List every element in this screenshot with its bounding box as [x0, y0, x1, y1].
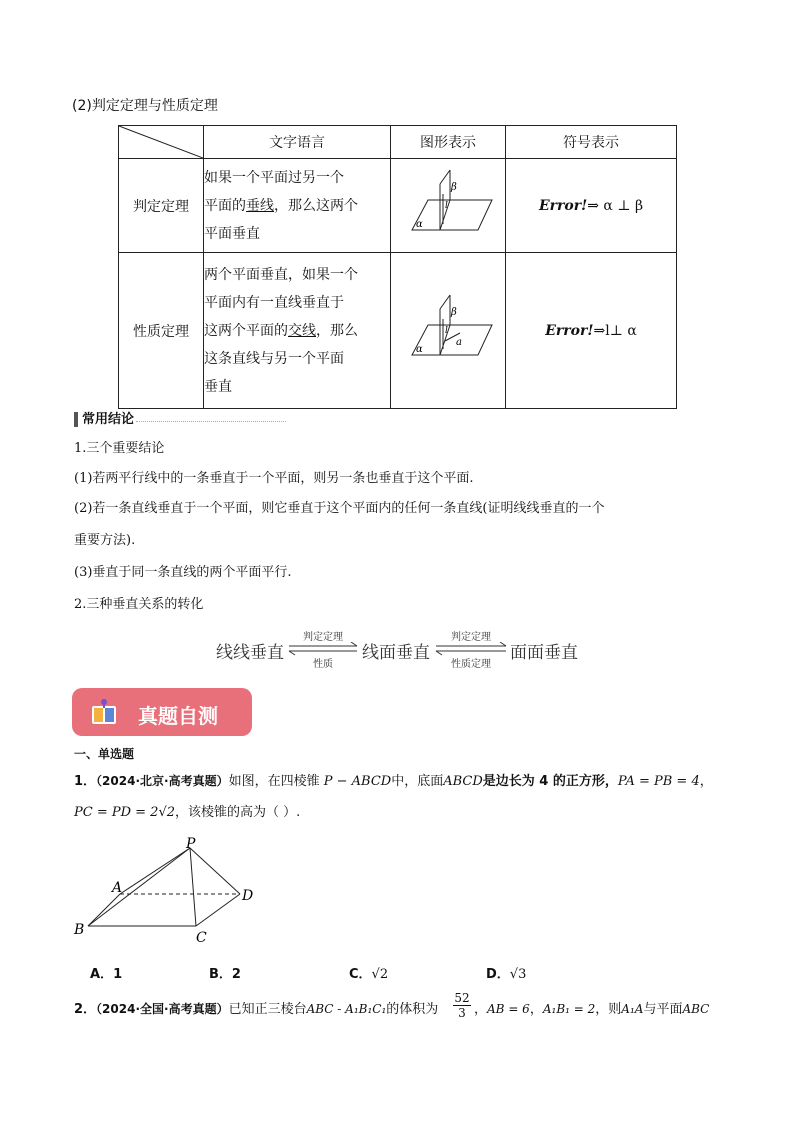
flow-node-line-line: 线线垂直 — [216, 643, 284, 663]
text-line: 平面垂直 — [204, 225, 260, 242]
q-text: 已知正三棱台 — [228, 1002, 307, 1017]
error-text: Error! — [538, 197, 588, 214]
math-pyramid: P − ABCD — [323, 774, 392, 789]
error-text: Error! — [545, 322, 594, 339]
math-cond1: PA = PB = 4 — [617, 774, 700, 789]
conclusion-3: (3)垂直于同一条直线的两个平面平行. — [74, 565, 292, 580]
question-1-line1 — [74, 772, 713, 791]
flow-node-plane-plane: 面面垂直 — [510, 643, 578, 663]
option-label: B． — [209, 967, 232, 982]
question-2-line1-tail — [474, 1000, 709, 1019]
question-source: （2024·全国·高考真题） — [96, 1002, 229, 1016]
q-text: 如图，在四棱锥 — [228, 774, 320, 789]
math-cond2: PC = PD = 2√2 — [74, 805, 176, 820]
text-line: 两个平面垂直，如果一个 — [204, 266, 358, 283]
q-text: ，则 — [595, 1002, 622, 1017]
alpha-label: α — [416, 343, 423, 355]
flow-arrow-1-bottom-label: 性质 — [313, 659, 333, 670]
vertex-d-label: D — [242, 888, 254, 904]
option-label: D． — [486, 967, 510, 982]
text-line: 这条直线与另一个平面 — [204, 350, 344, 367]
q-text: 中，底面 — [391, 774, 444, 789]
q-text: ， — [474, 1002, 488, 1017]
row-text-property — [204, 253, 391, 409]
flow-double-arrow-1 — [287, 642, 359, 656]
question-source: （2024·北京·高考真题） — [96, 774, 229, 788]
question-number: 1． — [74, 774, 97, 789]
flow-arrow-1-top-label: 判定定理 — [303, 632, 343, 643]
option-value: 1 — [113, 967, 123, 982]
symbol-text: ⇒l⊥ α — [593, 322, 637, 339]
option-b[interactable] — [209, 963, 241, 982]
text-line: 这两个平面的交线，那么 — [204, 322, 358, 339]
option-c[interactable] — [349, 963, 388, 982]
banner-title: 真题自测 — [138, 704, 218, 728]
conclusion-2-line1: (2)若一条直线垂直于一个平面，则它垂直于这个平面内的任何一条直线(证明线线垂直的一个 — [74, 501, 605, 516]
figure-property — [391, 253, 506, 409]
flow-arrow-2-top-label: 判定定理 — [451, 632, 491, 643]
header-symbol: 符号表示 — [506, 126, 677, 159]
section-heading: (2)判定定理与性质定理 — [72, 98, 218, 114]
vertex-a-label: A — [112, 880, 123, 896]
header-figure: 图形表示 — [391, 126, 506, 159]
question-1-line2 — [74, 804, 300, 822]
diagonal-line — [119, 126, 203, 158]
figure-judgement — [391, 159, 506, 253]
beta-label: β — [451, 181, 457, 193]
math-base: ABCD — [443, 774, 483, 789]
math-a1b1: A₁B₁ = 2 — [542, 1002, 596, 1016]
theorem-table — [118, 125, 677, 409]
common-conclusions-title: 常用结论 — [74, 412, 134, 427]
diagonal-header-cell — [119, 126, 204, 159]
row-name-judgement: 判定定理 — [119, 159, 204, 253]
vertex-p-label: P — [186, 836, 196, 852]
option-a[interactable] — [90, 963, 122, 982]
a-label: a — [456, 336, 462, 348]
section-single-choice: 一、单选题 — [74, 747, 135, 761]
l-label: l — [445, 325, 448, 336]
option-d[interactable] — [486, 963, 526, 982]
dotted-divider — [136, 421, 286, 422]
alpha-label: α — [416, 218, 423, 230]
text-line: 垂直 — [204, 378, 232, 395]
vertex-c-label: C — [196, 930, 207, 946]
vertex-b-label: B — [74, 922, 85, 938]
text-line: 如果一个平面过另一个 — [204, 169, 344, 186]
option-label: A． — [90, 967, 114, 982]
beta-label: β — [451, 306, 457, 318]
text-line: 平面的垂线，那么这两个 — [204, 197, 358, 214]
question-number: 2． — [74, 1002, 97, 1017]
q-text: 是边长为 4 的正方形， — [482, 774, 618, 789]
q-text: 与平面 — [643, 1002, 683, 1017]
conclusion-2-line2: 重要方法). — [74, 533, 136, 548]
book-icon — [88, 696, 120, 728]
perpendicular-planes-figure — [398, 289, 498, 369]
question-2-line1 — [74, 1000, 438, 1019]
option-value: 2 — [231, 967, 241, 982]
q-text: ， — [529, 1002, 543, 1017]
header-text-language: 文字语言 — [204, 126, 391, 159]
symbol-text: ⇒ α ⊥ β — [587, 197, 644, 214]
q-text: ， — [699, 774, 713, 789]
row-name-property: 性质定理 — [119, 253, 204, 409]
symbol-property — [506, 253, 677, 409]
symbol-judgement — [506, 159, 677, 253]
q-text: 的体积为 — [386, 1002, 439, 1017]
text-line: 平面内有一直线垂直于 — [204, 294, 344, 311]
math-ab: AB = 6 — [487, 1002, 530, 1016]
option-label: C． — [349, 967, 372, 982]
row-text-judgement — [204, 159, 391, 253]
flow-double-arrow-2 — [434, 642, 508, 656]
fraction-numerator: 52 — [454, 991, 470, 1005]
l-label: l — [445, 200, 448, 211]
flow-arrow-2-bottom-label: 性质定理 — [451, 659, 491, 670]
math-frustum: ABC - A₁B₁C₁ — [306, 1002, 387, 1016]
fraction-denominator: 3 — [453, 1005, 471, 1020]
perpendicular-planes-figure — [398, 164, 498, 244]
q-text: ，该棱锥的高为（ ）. — [175, 805, 301, 820]
exercise-banner — [72, 688, 252, 736]
option-value: √3 — [509, 967, 527, 982]
volume-fraction — [453, 991, 471, 1020]
subsection-1: 1.三个重要结论 — [74, 441, 165, 456]
conclusion-1: (1)若两平行线中的一条垂直于一个平面，则另一条也垂直于这个平面. — [74, 471, 474, 486]
math-a1a: A₁A — [621, 1002, 644, 1016]
pyramid-figure — [70, 836, 270, 948]
flow-node-line-plane: 线面垂直 — [362, 643, 430, 663]
option-value: √2 — [371, 967, 389, 982]
subsection-2: 2.三种垂直关系的转化 — [74, 597, 204, 612]
math-plane: ABC — [682, 1002, 710, 1016]
